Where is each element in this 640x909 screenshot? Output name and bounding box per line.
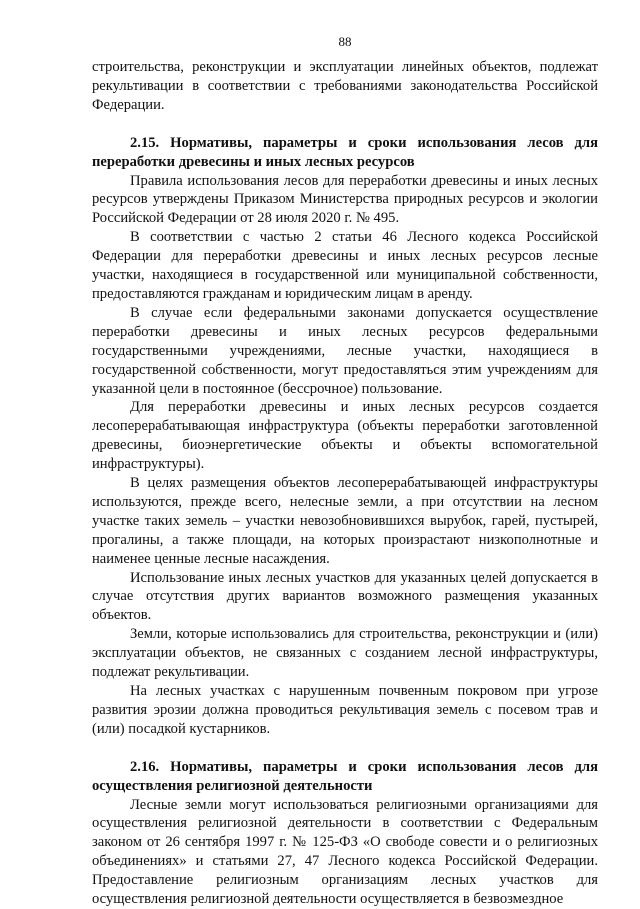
- paragraph: В случае если федеральными законами допускается осуществление переработки древесины и иных лесных ресурсов федеральными государственными учреждениями, лесные участки, находящиеся в государственной собственности, могут предоставляться этим учреждениям для указанной цели в постоянное (бессрочное) пользование.: [92, 304, 598, 397]
- paragraph: На лесных участках с нарушенным почвенным покровом при угрозе развития эрозии должна проводиться рекультивация земель с посевом трав и (или) посадкой кустарников.: [92, 683, 598, 737]
- paragraph: Для переработки древесины и иных лесных ресурсов создается лесоперерабатывающая инфраструктура (объекты переработки заготовленной древесины, биоэнергетические объекты и объекты вспомогательной инфраструктуры).: [92, 399, 598, 473]
- paragraph: Земли, которые использовались для строительства, реконструкции и (или) эксплуатации объектов, не связанных с созданием лесной инфраструктуры, подлежат рекультивации.: [92, 626, 598, 681]
- paragraph: Использование иных лесных участков для указанных целей допускается в случае отсутствия других вариантов возможного размещения указанных объектов.: [92, 569, 598, 624]
- page-number: 88: [338, 34, 352, 49]
- paragraph: Правила использования лесов для переработки древесины и иных лесных ресурсов утверждены Приказом Министерства природных ресурсов и экологии Российской Федерации от 28 июля 2020 г. № 495.: [92, 172, 598, 227]
- paragraph: Лесные земли могут использоваться религиозными организациями для осуществления религиозной деятельности в соответствии с Федеральным законом от 26 сентября 1997 г. № 125-ФЗ «О свободе совести и о религиозных объединениях» и статьями 27, 47 Лесного кодекса Российской Федерации. Предоставление религиозным организациям лесных участков для осуществления религиозной деятельности осуществляется в безвозмездное: [92, 796, 598, 908]
- section-heading-2-16: 2.16. Нормативы, параметры и сроки использования лесов для осуществления религиозной деятельности: [92, 758, 598, 794]
- section-spacer: [92, 739, 598, 758]
- paragraph: В целях размещения объектов лесоперерабатывающей инфраструктуры используются, прежде всего, нелесные земли, а при отсутствии на лесном участке таких земель – участки невозобновившихся вырубок, гарей, пустырей, прогалины, а также площади, на которых произрастают низкополнотные и наименее ценные лесные насаждения.: [92, 475, 598, 567]
- continuation-paragraph: строительства, реконструкции и эксплуатации линейных объектов, подлежат рекультивации в соответствии с требованиями законодательства Российской Федерации.: [92, 59, 598, 113]
- section-heading-2-15: 2.15. Нормативы, параметры и сроки использования лесов для переработки древесины и иных лесных ресурсов: [92, 134, 598, 170]
- paragraph: В соответствии с частью 2 статьи 46 Лесного кодекса Российской Федерации для переработки древесины и иных лесных ресурсов лесные участки, находящиеся в государственной или муниципальной собственности, предоставляются гражданам и юридическим лицам в аренду.: [92, 229, 598, 302]
- section-spacer: [92, 115, 598, 134]
